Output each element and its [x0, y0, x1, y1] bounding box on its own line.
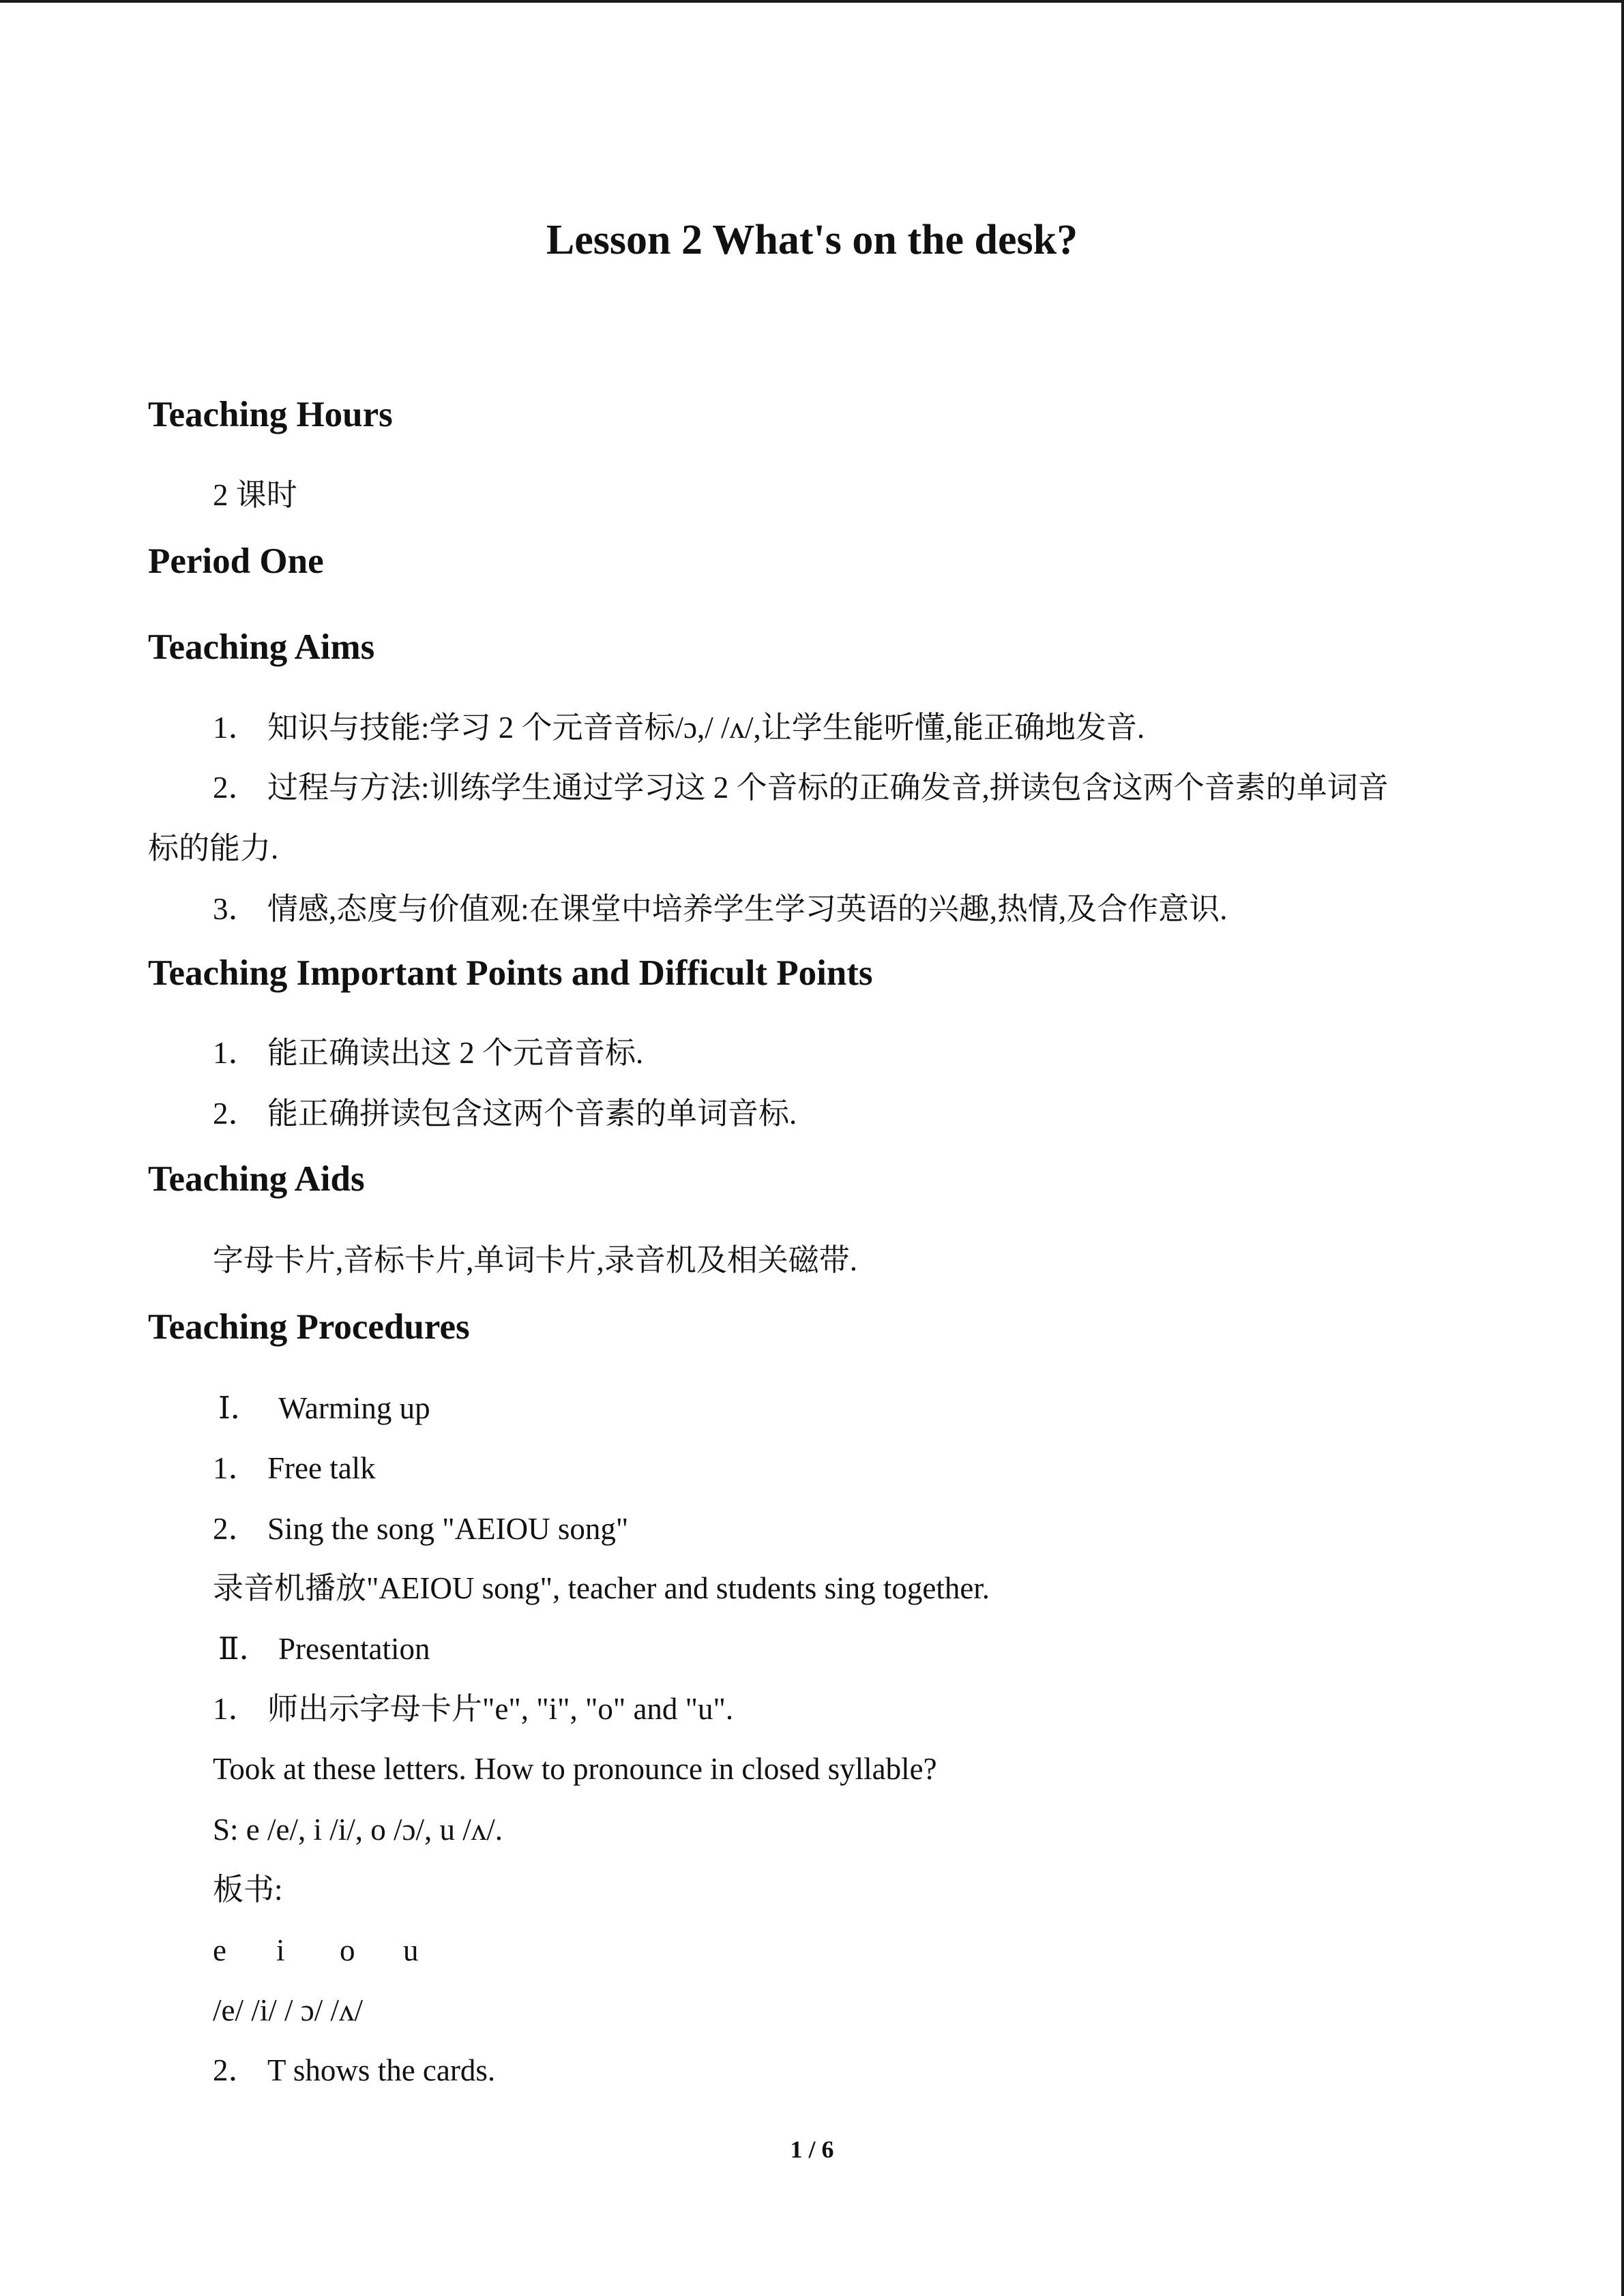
list-item-text: 情感,态度与价值观:在课堂中培养学生学习英语的兴趣,热情,及合作意识. [267, 892, 1228, 926]
aims-item-3 [213, 889, 1228, 929]
procedure-item-show-cards [213, 2050, 495, 2091]
list-item-text: T shows the cards. [267, 2053, 496, 2087]
board-phonetics: /e/ /i/ / ɔ/ /ʌ/ [213, 1993, 363, 2027]
roman-numeral: Ⅱ． [218, 1632, 270, 1666]
step-label: Presentation [278, 1632, 430, 1666]
list-number: 1． [213, 1036, 259, 1070]
procedure-question-line: Took at these letters. How to pronounce in closed syllable? [213, 1752, 937, 1786]
list-item-text: Free talk [267, 1451, 376, 1485]
procedure-song-line: 录音机播放"AEIOU song", teacher and students sing together. [213, 1571, 990, 1605]
roman-numeral: Ⅰ． [218, 1391, 261, 1425]
list-number: 3． [213, 892, 259, 926]
procedure-item-free-talk [213, 1448, 376, 1489]
board-letter: u [403, 1933, 419, 1967]
list-number: 1． [213, 1451, 259, 1485]
procedure-answer-line: S: e /e/, i /i/, o /ɔ/, u /ʌ/. [213, 1813, 503, 1847]
board-letter: i [276, 1933, 285, 1967]
list-item-text: Sing the song "AEIOU song" [267, 1512, 629, 1546]
procedure-item-sing-song [213, 1508, 628, 1549]
procedure-item-letter-cards [213, 1688, 733, 1729]
procedure-step-1 [213, 1388, 430, 1429]
step-label: Warming up [278, 1391, 430, 1425]
list-item-text: 能正确读出这 2 个元音音标. [267, 1036, 644, 1070]
points-item-2 [213, 1093, 797, 1134]
heading-teaching-hours: Teaching Hours [148, 395, 393, 434]
aims-item-2 [213, 767, 1389, 808]
heading-important-points: Teaching Important Points and Difficult Points [148, 953, 873, 993]
list-item-text: 能正确拼读包含这两个音素的单词音标. [267, 1097, 797, 1131]
right-border-line [1621, 0, 1624, 2296]
page-number: 1 / 6 [790, 2136, 834, 2163]
list-number: 2． [213, 1512, 259, 1546]
list-item-text: 知识与技能:学习 2 个元音音标/ɔ,/ /ʌ/,让学生能听懂,能正确地发音. [267, 711, 1145, 745]
aims-item-2-continuation: 标的能力. [148, 831, 279, 865]
heading-period-one: Period One [148, 541, 324, 581]
aims-item-1 [213, 707, 1145, 748]
list-number: 2． [213, 1097, 259, 1131]
board-letters [213, 1930, 467, 1971]
top-border-line [0, 0, 1624, 3]
list-item-text: 过程与方法:训练学生通过学习这 2 个音标的正确发音,拼读包含这两个音素的单词音 [267, 771, 1389, 805]
list-item-text: 师出示字母卡片"e", "i", "o" and "u". [267, 1692, 734, 1726]
heading-teaching-aims: Teaching Aims [148, 627, 375, 667]
procedure-step-2 [213, 1628, 430, 1669]
document-title: Lesson 2 What's on the desk? [546, 217, 1078, 263]
board-letter: e [213, 1933, 226, 1967]
procedure-board-label: 板书: [213, 1873, 283, 1907]
points-item-1 [213, 1032, 643, 1073]
hours-text: 2 课时 [213, 478, 297, 512]
heading-teaching-procedures: Teaching Procedures [148, 1307, 470, 1347]
board-letter: o [340, 1933, 355, 1967]
heading-teaching-aids: Teaching Aids [148, 1159, 365, 1199]
list-number: 1． [213, 711, 259, 745]
list-number: 2． [213, 771, 259, 805]
list-number: 2． [213, 2053, 259, 2087]
list-number: 1． [213, 1692, 259, 1726]
aids-text: 字母卡片,音标卡片,单词卡片,录音机及相关磁带. [213, 1243, 858, 1277]
